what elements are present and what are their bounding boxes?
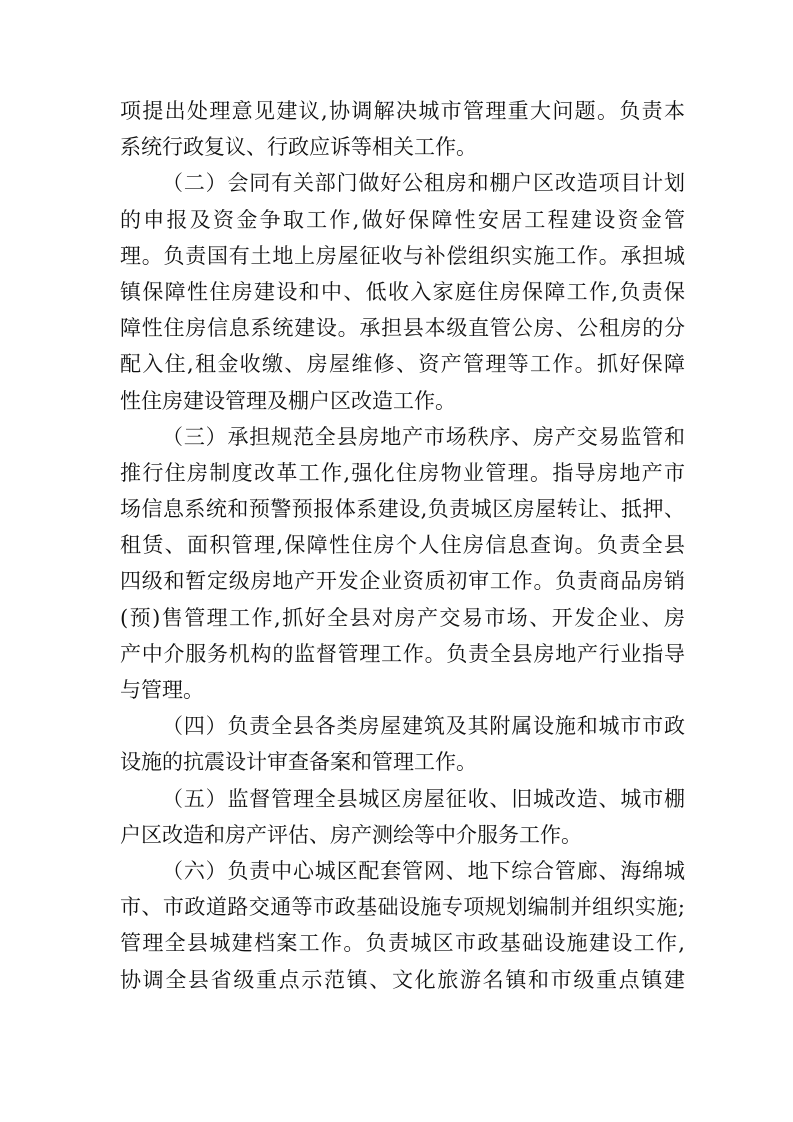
text-line: 产中介服务机构的监督管理工作。负责全县房地产行业指导 [120,641,685,666]
text-line: 租赁、面积管理,保障性住房个人住房信息查询。负责全县 [120,533,685,558]
text-line: 市、市政道路交通等市政基础设施专项规划编制并组织实施; [120,895,685,920]
text-line: 管理全县城建档案工作。负责城区市政基础设施建设工作, [120,931,685,956]
paragraph-heading-line: （二）会同有关部门做好公租房和棚户区改造项目计划 [162,171,685,196]
text-line: 项提出处理意见建议,协调解决城市管理重大问题。负责本 [120,99,685,123]
document-body [120,93,685,998]
paragraph-heading-line: （五）监督管理全县城区房屋征收、旧城改造、城市棚 [162,786,685,811]
text-line: (预)售管理工作,抓好全县对房产交易市场、开发企业、房 [120,605,685,630]
paragraph-heading-line: （三）承担规范全县房地产市场秩序、房产交易监管和 [162,424,685,449]
text-line: 镇保障性住房建设和中、低收入家庭住房保障工作,负责保 [120,279,685,304]
text-line: 系统行政复议、行政应诉等相关工作。 [120,135,477,160]
text-line: 协调全县省级重点示范镇、文化旅游名镇和市级重点镇建 [120,967,685,992]
paragraph-heading-line: （四）负责全县各类房屋建筑及其附属设施和城市市政 [162,714,685,739]
text-line: 的申报及资金争取工作,做好保障性安居工程建设资金管 [120,207,685,232]
text-line: 设施的抗震设计审查备案和管理工作。 [120,750,477,775]
text-line: 障性住房信息系统建设。承担县本级直管公房、公租房的分 [120,316,685,341]
text-line: 配入住,租金收缴、房屋维修、资产管理等工作。抓好保障 [120,352,685,377]
text-line: 户区改造和房产评估、房产测绘等中介服务工作。 [120,822,582,847]
text-line: 与管理。 [120,678,204,702]
paragraph-heading-line: （六）负责中心城区配套管网、地下综合管廊、海绵城 [162,858,685,883]
text-line: 理。负责国有土地上房屋征收与补偿组织实施工作。承担城 [120,243,685,268]
text-line: 场信息系统和预警预报体系建设,负责城区房屋转让、抵押、 [120,497,685,522]
text-line: 性住房建设管理及棚户区改造工作。 [120,388,456,413]
text-line: 四级和暂定级房地产开发企业资质初审工作。负责商品房销 [120,569,685,594]
text-line: 推行住房制度改革工作,强化住房物业管理。指导房地产市 [120,460,685,485]
